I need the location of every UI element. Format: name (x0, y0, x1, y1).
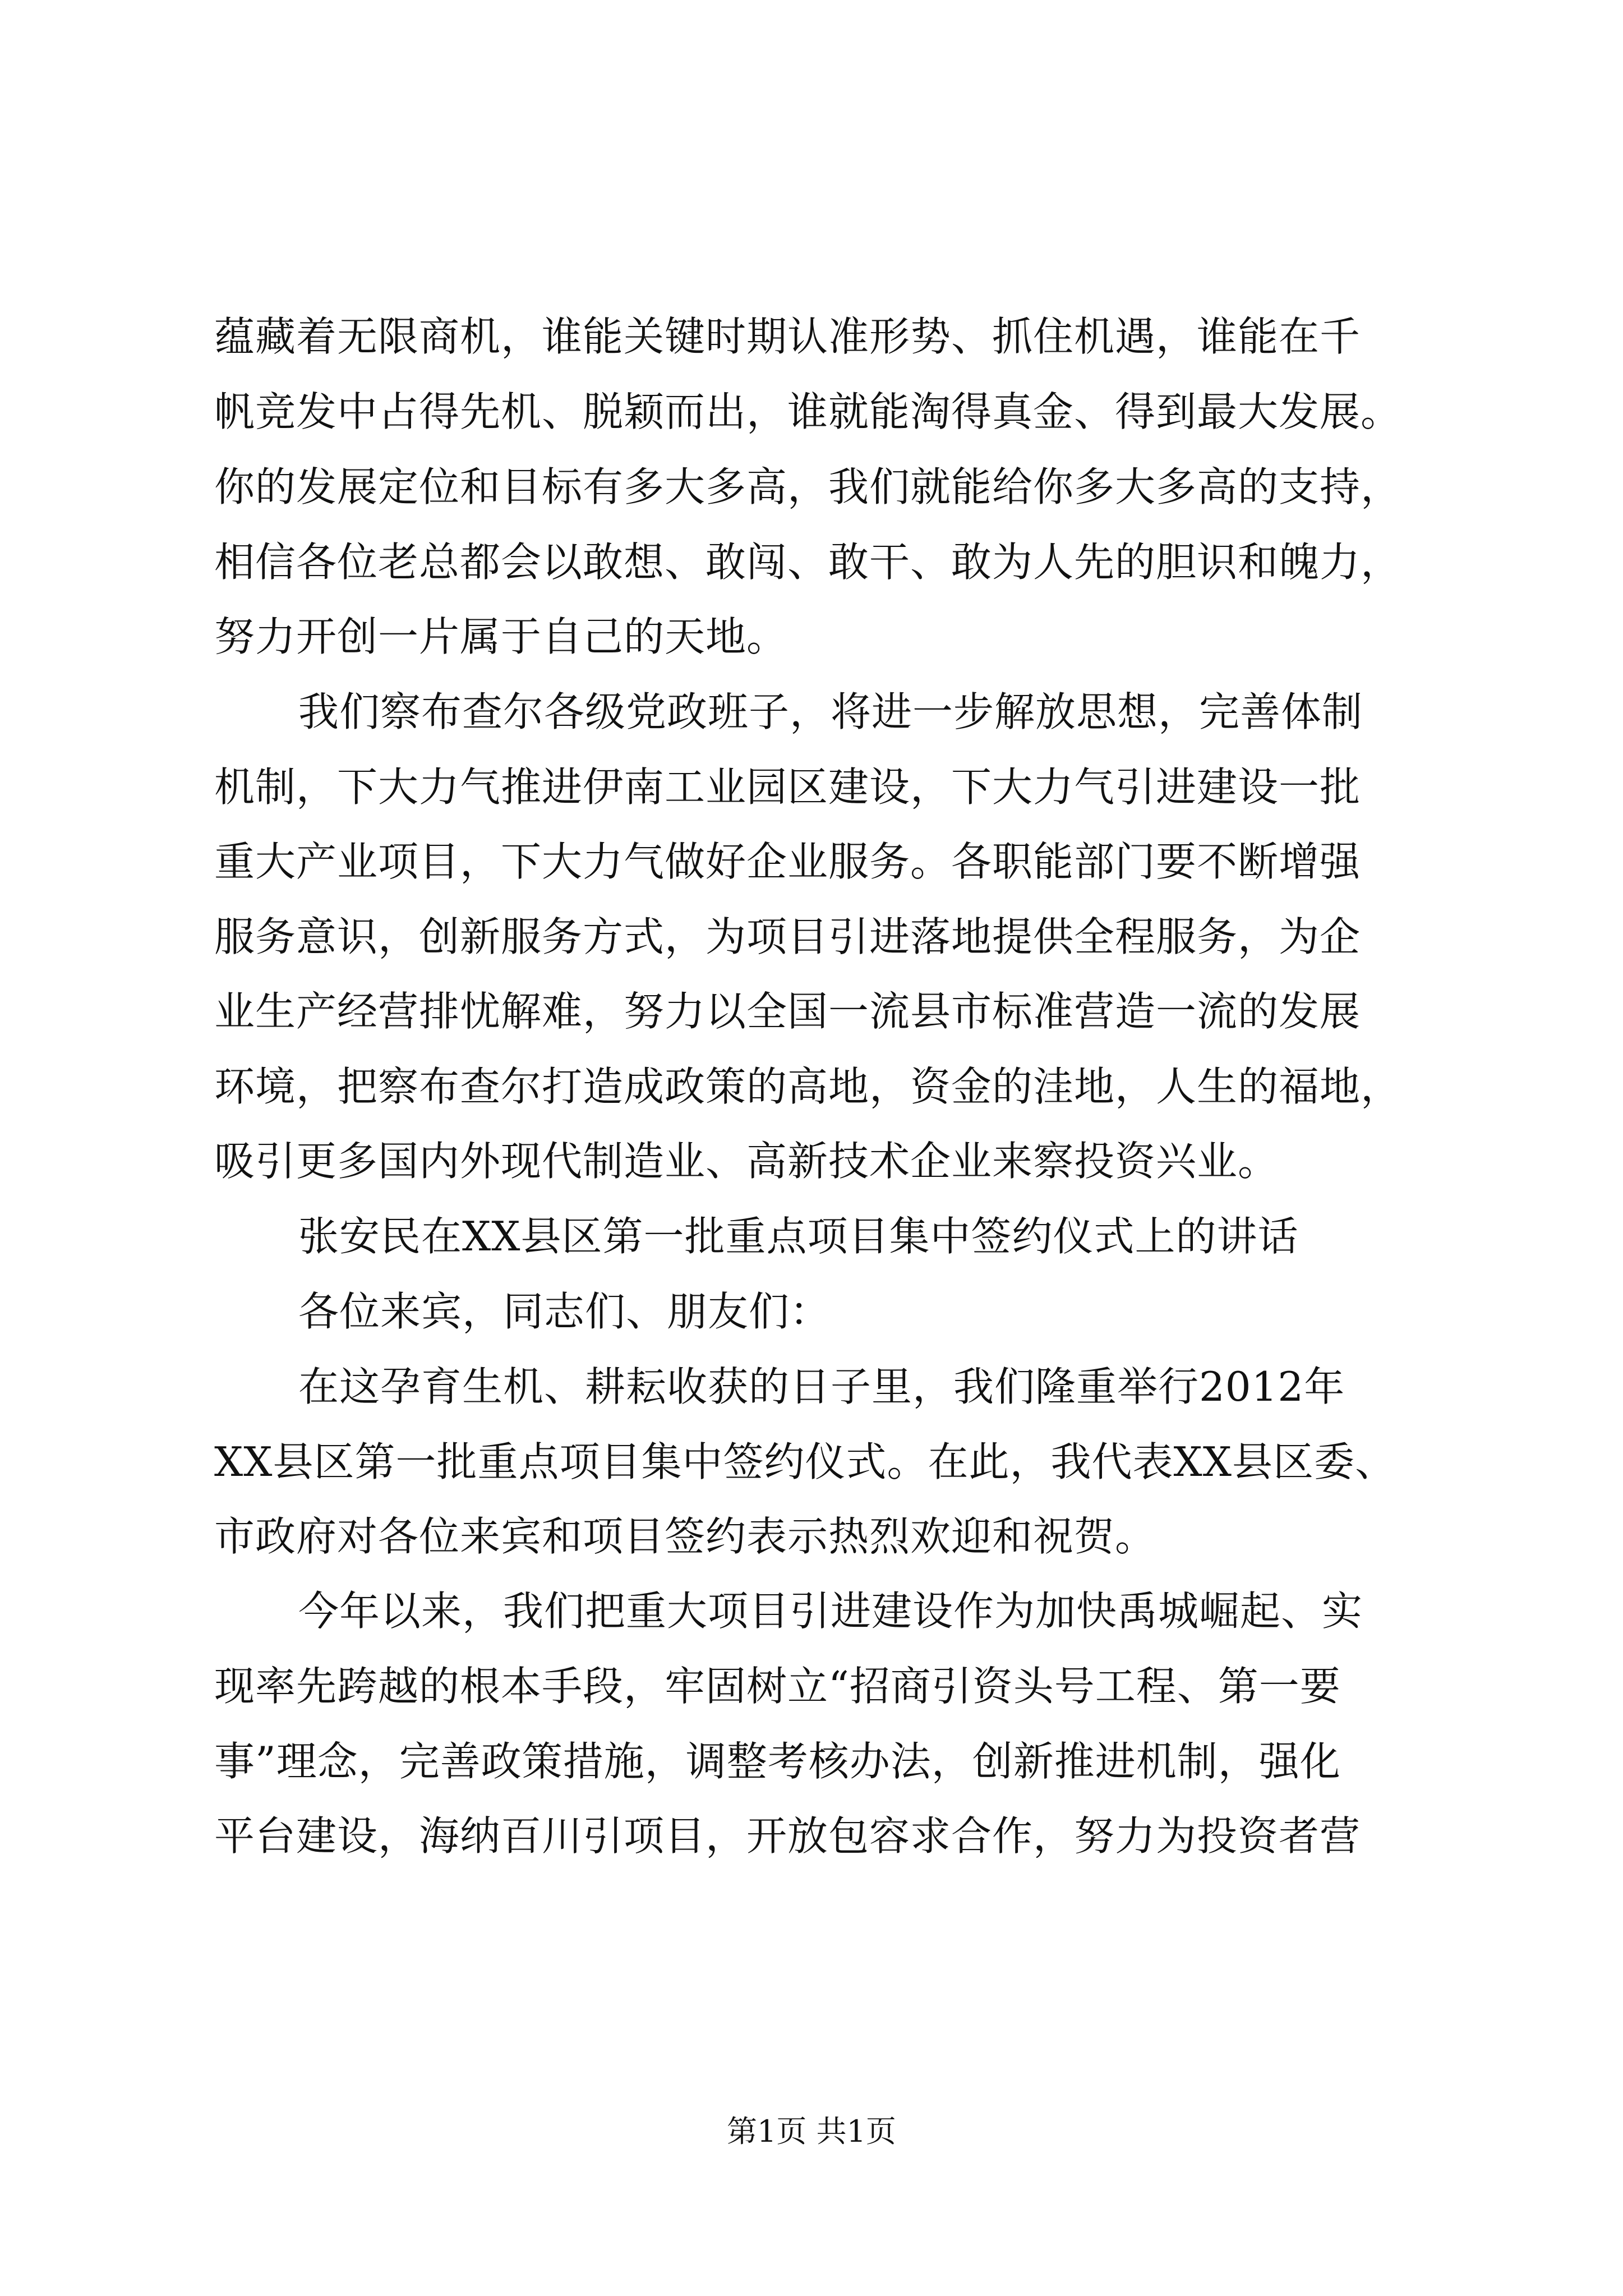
paragraph-start: 今年以来，我们把重大项目引进建设作为加快禹城崛起、实 (298, 1588, 1363, 1635)
text-line: 现率先跨越的根本手段，牢固树立“招商引资头号工程、第一要 (214, 1663, 1341, 1710)
text-line: 环境，把察布查尔打造成政策的高地，资金的洼地，人生的福地， (214, 1063, 1402, 1110)
paragraph-start: 我们察布查尔各级党政班子，将进一步解放思想，完善体制 (298, 688, 1363, 735)
page-footer: 第1页 共1页 (727, 2114, 896, 2149)
text-line: 平台建设，海纳百川引项目，开放包容求合作，努力为投资者营 (214, 1812, 1361, 1860)
text-line: XX县区第一批重点项目集中签约仪式。在此，我代表XX县区委、 (214, 1438, 1396, 1485)
text-line: 帆竞发中占得先机、脱颖而出，谁就能淘得真金、得到最大发展。 (214, 388, 1402, 435)
text-line: 努力开创一片属于自己的天地。 (214, 613, 788, 660)
paragraph-start: 在这孕育生机、耕耘收获的日子里，我们隆重举行2012年 (298, 1363, 1345, 1410)
text-line: 事”理念，完善政策措施，调整考核办法，创新推进机制，强化 (214, 1738, 1341, 1785)
text-line: 相信各位老总都会以敢想、敢闯、敢干、敢为人先的胆识和魄力， (214, 539, 1402, 586)
text-line: 服务意识，创新服务方式，为项目引进落地提供全程服务，为企 (214, 913, 1361, 960)
text-line: 市政府对各位来宾和项目签约表示热烈欢迎和祝贺。 (214, 1513, 1156, 1560)
speech-title: 张安民在XX县区第一批重点项目集中签约仪式上的讲话 (298, 1213, 1299, 1260)
text-line: 吸引更多国内外现代制造业、高新技术企业来察投资兴业。 (214, 1138, 1279, 1185)
salutation: 各位来宾，同志们、朋友们： (298, 1288, 831, 1335)
text-line: 你的发展定位和目标有多大多高，我们就能给你多大多高的支持， (214, 463, 1402, 510)
text-line: 业生产经营排忧解难，努力以全国一流县市标准营造一流的发展 (214, 988, 1361, 1035)
text-line: 重大产业项目，下大力气做好企业服务。各职能部门要不断增强 (214, 838, 1361, 885)
text-line: 蕴藏着无限商机，谁能关键时期认准形势、抓住机遇，谁能在千 (214, 313, 1361, 360)
text-line: 机制，下大力气推进伊南工业园区建设，下大力气引进建设一批 (214, 763, 1361, 811)
